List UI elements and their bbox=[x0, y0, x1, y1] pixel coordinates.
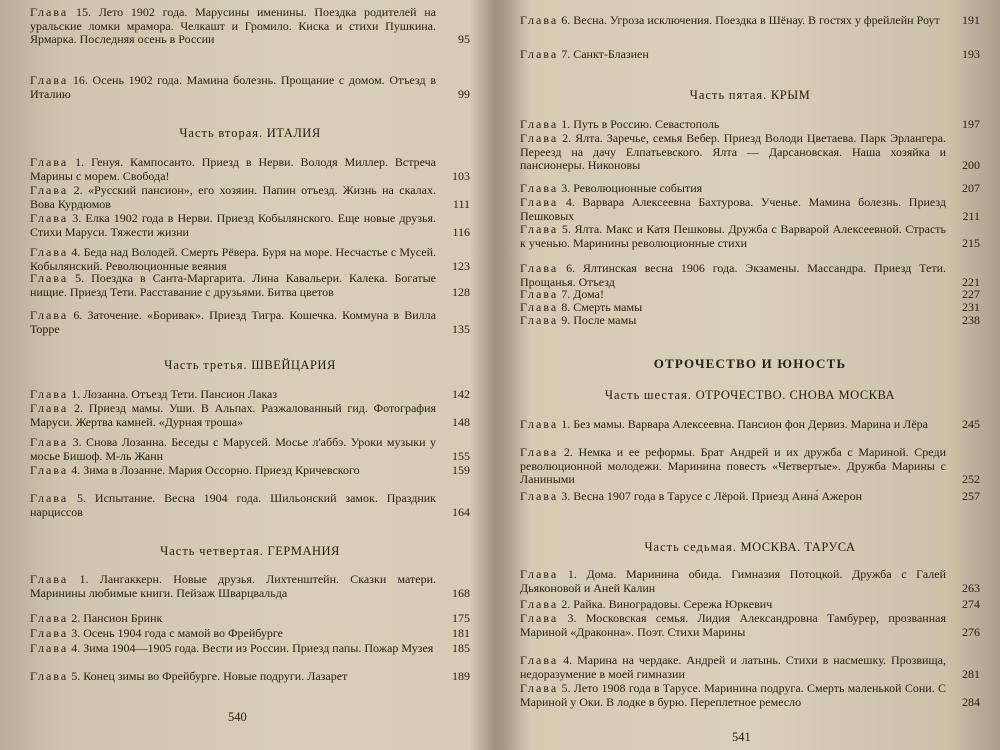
folio: 541 bbox=[732, 730, 751, 744]
toc-entry: Глава 6. Весна. Угроза исключения. Поездка в Шёнау. В гостях у фрейлейн Роут 191 bbox=[520, 13, 980, 27]
right-page bbox=[520, 0, 980, 750]
page-number: 175 bbox=[452, 611, 470, 625]
page-number: 200 bbox=[962, 158, 980, 172]
page-number: 227 bbox=[962, 287, 980, 301]
page-number: 164 bbox=[452, 504, 470, 519]
toc-entry: Глава 3. Елка 1902 года в Нерви. Приезд Кобылянского. Еще новые друзья. Стихи Маруси. Тяжести жизни 116 bbox=[30, 211, 470, 239]
page-number: 111 bbox=[452, 196, 470, 211]
part-heading: Часть шестая. ОТРОЧЕСТВО. СНОВА МОСКВА bbox=[604, 388, 896, 402]
toc-entry: Глава 1. Лангаккерн. Новые друзья. Лихтенштейн. Сказки матери. Маринины любимые книги. Пейзаж Шварцвальда 168 bbox=[30, 572, 470, 600]
left-page bbox=[30, 0, 470, 750]
page-number: 215 bbox=[962, 235, 980, 250]
toc-entry: Глава 3. Осень 1904 года с мамой во Фрейбурге 181 bbox=[30, 626, 470, 640]
toc-entry: Глава 2. Ялта. Заречье, семья Вебер. Приезд Володи Цветаева. Парк Эрлангера. Переезд на дачу Елпатьевского. Ялта — Дарсановская. Наша хозяйка и пансионеры. Никоновы 200 bbox=[520, 131, 980, 172]
part-heading: Часть вторая. ИТАЛИЯ bbox=[179, 126, 321, 140]
page-number: 211 bbox=[962, 208, 980, 223]
page-number: 95 bbox=[458, 32, 470, 46]
page-number: 207 bbox=[962, 181, 980, 195]
page-number: 135 bbox=[452, 321, 470, 336]
toc-entry: Глава 1. Дома. Маринина обида. Гимназия Потоцкой. Дружба с Галей Дьяконовой и Аней Калин 263 bbox=[520, 567, 980, 595]
toc-entry: Глава 2. Приезд мамы. Уши. В Альпах. Разжалованный гид. Фотография Маруси. Жертва камней. «Дурная троша» 148 bbox=[30, 401, 470, 429]
toc-entry: Глава 2. «Русский пансион», его хозяин. Папин отъезд. Жизнь на скалах. Вова Курдюмов 111 bbox=[30, 183, 470, 211]
toc-entry: Глава 3. Революционные события 207 bbox=[520, 181, 980, 195]
page-number: 116 bbox=[452, 224, 470, 239]
part-heading: Часть четвертая. ГЕРМАНИЯ bbox=[160, 544, 340, 558]
toc-entry: Глава 5. Испытание. Весна 1904 года. Шильонский замок. Праздник нарциссов 164 bbox=[30, 491, 470, 519]
page-number: 99 bbox=[458, 86, 470, 101]
page-number: 263 bbox=[962, 580, 980, 595]
page-number: 245 bbox=[962, 417, 980, 431]
page-number: 197 bbox=[962, 117, 980, 131]
page-number: 185 bbox=[452, 641, 470, 655]
page-number: 257 bbox=[962, 489, 980, 503]
page-number: 123 bbox=[452, 258, 470, 273]
toc-entry: Глава 2. Немка и ее реформы. Брат Андрей и их дружба с Мариной. Среди революционной молодежи. Маринина повесть «Четвертые». Дружба Марины с Ланиными 252 bbox=[520, 445, 980, 486]
page-number: 252 bbox=[962, 472, 980, 486]
toc-entry: Глава 4. Зима 1904—1905 года. Вести из России. Приезд папы. Пожар Музея 185 bbox=[30, 641, 470, 655]
toc-entry: Глава 4. Беда над Володей. Смерть Рёвера. Буря на море. Несчастье с Мусей. Кобылянский. Революционные веяния 123 bbox=[30, 245, 470, 273]
page-number: 231 bbox=[962, 300, 980, 314]
toc-entry: Глава 1. Путь в Россию. Севастополь 197 bbox=[520, 117, 980, 131]
page-number: 159 bbox=[452, 463, 470, 477]
page-number: 276 bbox=[962, 624, 980, 639]
toc-entry: Глава 3. Московская семья. Лидия Александровна Тамбурер, прозванная Мариной «Драконна». Поэт. Стихи Марины 276 bbox=[520, 611, 980, 639]
toc-entry: Глава 2. Пансион Бринк 175 bbox=[30, 611, 470, 625]
page-number: 181 bbox=[452, 626, 470, 640]
toc-entry: Глава 9. После мамы 238 bbox=[520, 313, 980, 327]
page-number: 189 bbox=[452, 669, 470, 683]
page-number: 274 bbox=[962, 597, 980, 611]
toc-entry: Глава 4. Зима в Лозанне. Мария Оссорно. Приезд Кричевского 159 bbox=[30, 463, 470, 477]
page-number: 191 bbox=[962, 13, 980, 27]
page-number: 155 bbox=[452, 448, 470, 463]
toc-entry: Глава 1. Генуя. Кампосанто. Приезд в Нерви. Володя Миллер. Встреча Марины с морем. Свобода! 103 bbox=[30, 155, 470, 183]
part-heading: Часть седьмая. МОСКВА. ТАРУСА bbox=[644, 540, 856, 554]
toc-entry: Глава 8. Смерть мамы 231 bbox=[520, 300, 980, 314]
toc-entry: Глава 6. Ялтинская весна 1906 года. Экзамены. Массандра. Приезд Тети. Прощанья. Отъезд 221 bbox=[520, 261, 980, 289]
toc-entry: Глава 5. Поездка в Санта-Маргарита. Лина Кавальери. Калека. Богатые нищие. Приезд Тети. Расставание с друзьями. Битва цветов 128 bbox=[30, 271, 470, 299]
toc-entry: Глава 7. Санкт-Блазиен 193 bbox=[520, 47, 980, 61]
page-number: 238 bbox=[962, 313, 980, 327]
page-number: 193 bbox=[962, 47, 980, 61]
page-number: 221 bbox=[962, 274, 980, 289]
toc-entry: Глава 1. Лозанна. Отъезд Тети. Пансион Лаказ 142 bbox=[30, 387, 470, 401]
page-number: 284 bbox=[962, 694, 980, 709]
toc-entry: Глава 3. Снова Лозанна. Беседы с Марусей. Мосье л'аббэ. Уроки музыки у мосье Бишоф. М-ль Жанн 155 bbox=[30, 435, 470, 463]
toc-entry: Глава 2. Райка. Виноградовы. Сережа Юркевич 274 bbox=[520, 597, 980, 611]
toc-entry: Глава 16. Осень 1902 года. Мамина болезнь. Прощание с домом. Отъезд в Италию 99 bbox=[30, 73, 470, 101]
toc-entry: Глава 15. Лето 1902 года. Марусины именины. Поездка родителей на уральские ломки мрамора. Челкашт и Громило. Киска и стихи Пушкина. Ярмарка. Последняя осень в России 95 bbox=[30, 5, 470, 46]
toc-entry: Глава 5. Лето 1908 года в Тарусе. Маринина подруга. Смерть маленькой Сони. С Мариной у Оки. В лодке в бурю. Переплетное ремесло 284 bbox=[520, 681, 980, 709]
toc-entry: Глава 5. Конец зимы во Фрейбурге. Новые подруги. Лазарет 189 bbox=[30, 669, 470, 683]
toc-entry: Глава 1. Без мамы. Варвара Алексеевна. Пансион фон Дервиз. Марина и Лёра 245 bbox=[520, 417, 980, 431]
part-heading: Часть пятая. КРЫМ bbox=[689, 88, 811, 102]
toc-entry: Глава 7. Дома! 227 bbox=[520, 287, 980, 301]
toc-entry: Глава 5. Ялта. Макс и Катя Пешковы. Дружба с Варварой Алексеевной. Страсть к ученью. Маринины революционные стихи 215 bbox=[520, 222, 980, 250]
toc-entry: Глава 4. Марина на чердаке. Андрей и латынь. Стихи в насмешку. Прозвища, недоразумение в моей гимназии 281 bbox=[520, 653, 980, 681]
page-number: 103 bbox=[452, 168, 470, 183]
toc-entry: Глава 3. Весна 1907 года в Тарусе с Лёрой. Приезд Анна́ Ажерон 257 bbox=[520, 489, 980, 503]
folio: 540 bbox=[228, 710, 247, 724]
page-number: 128 bbox=[452, 284, 470, 299]
page-number: 168 bbox=[452, 585, 470, 600]
page-number: 281 bbox=[962, 666, 980, 681]
page-number: 142 bbox=[452, 387, 470, 401]
section-title: ОТРОЧЕСТВО И ЮНОСТЬ bbox=[653, 356, 847, 371]
page-number: 148 bbox=[452, 414, 470, 429]
part-heading: Часть третья. ШВЕЙЦАРИЯ bbox=[164, 358, 336, 372]
toc-entry: Глава 4. Варвара Алексеевна Бахтурова. Ученье. Мамина болезнь. Приезд Пешковых 211 bbox=[520, 195, 980, 223]
toc-entry: Глава 6. Заточение. «Боривак». Приезд Тигра. Кошечка. Коммуна в Вилла Торре 135 bbox=[30, 308, 470, 336]
